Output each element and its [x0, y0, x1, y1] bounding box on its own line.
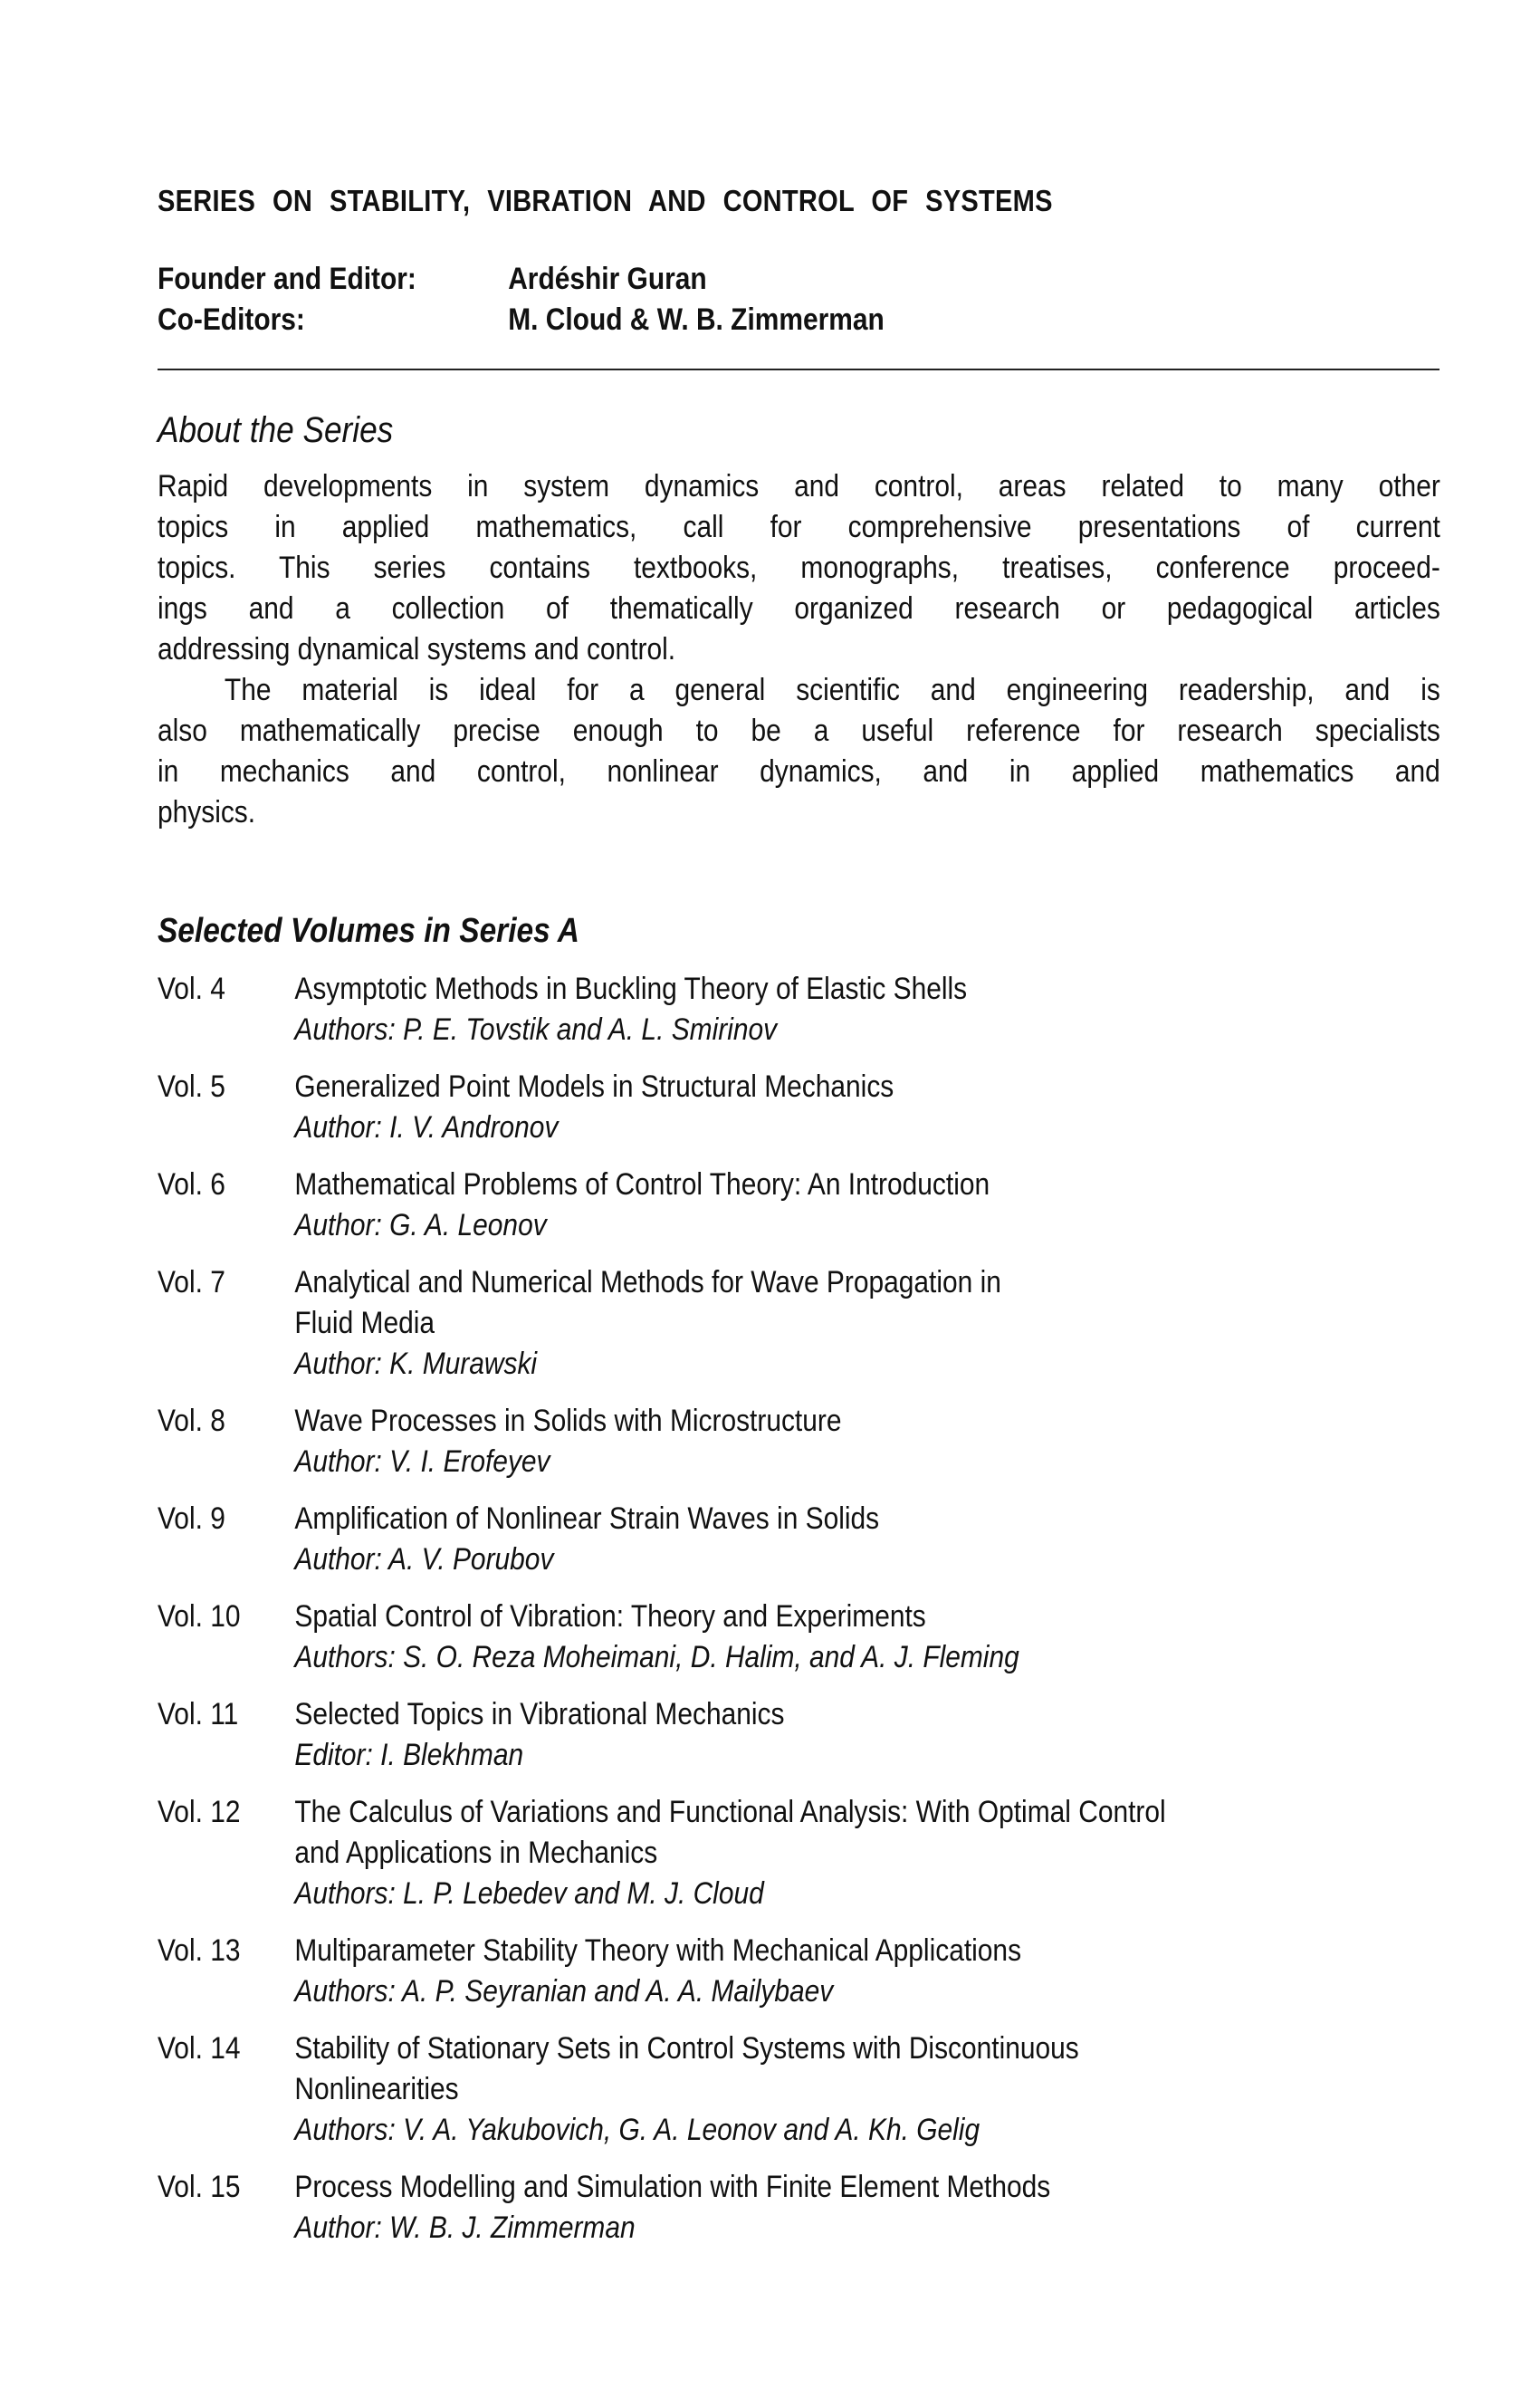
volume-credit: Author: I. V. Andronov [294, 1110, 559, 1145]
volume-entry [158, 1792, 1440, 1914]
volume-details [294, 1165, 1440, 1246]
editors-block [158, 259, 1440, 340]
series-title: SERIES ON STABILITY, VIBRATION AND CONTROL OF SYSTEMS [158, 184, 1053, 217]
volume-title-line: Wave Processes in Solids with Microstructure [294, 1404, 842, 1438]
text-line: The material is ideal for a general scientific and engineering readership, and is [224, 673, 1440, 707]
volume-entry [158, 1165, 1440, 1246]
volume-title-line: The Calculus of Variations and Functional Analysis: With Optimal Control [294, 1795, 1166, 1829]
volume-number: Vol. 6 [158, 1167, 225, 1202]
founder-row [158, 259, 1440, 300]
coeditors-names: M. Cloud & W. B. Zimmerman [508, 302, 885, 337]
volume-number: Vol. 5 [158, 1069, 225, 1104]
volume-details [294, 1262, 1440, 1385]
text-line: topics in applied mathematics, call for comprehensive presentations of current [158, 510, 1440, 544]
text-line: addressing dynamical systems and control. [158, 632, 676, 666]
about-heading: About the Series [158, 410, 394, 450]
volume-entry [158, 1067, 1440, 1148]
volume-entry [158, 2167, 1440, 2249]
volume-credit: Author: W. B. J. Zimmerman [294, 2210, 636, 2245]
volume-credit: Author: K. Murawski [294, 1347, 538, 1381]
volume-details [294, 2028, 1440, 2151]
volume-title-line: Spatial Control of Vibration: Theory and Experiments [294, 1599, 926, 1634]
coeditors-label: Co-Editors: [158, 302, 305, 337]
volume-number: Vol. 4 [158, 972, 225, 1006]
volume-details [294, 1694, 1440, 1776]
volume-credit: Authors: A. P. Seyranian and A. A. Mailybaev [294, 1974, 834, 2009]
volume-number: Vol. 11 [158, 1697, 239, 1731]
volume-title-line: Analytical and Numerical Methods for Wave Propagation in [294, 1265, 1001, 1299]
coeditors-row [158, 300, 1440, 340]
volume-entry [158, 969, 1440, 1050]
volume-details [294, 1067, 1440, 1148]
volume-entry [158, 1499, 1440, 1580]
volume-credit: Authors: L. P. Lebedev and M. J. Cloud [294, 1876, 764, 1911]
volume-credit: Author: G. A. Leonov [294, 1208, 547, 1242]
volume-title-line: Stability of Stationary Sets in Control Systems with Discontinuous [294, 2031, 1079, 2066]
volume-credit: Author: A. V. Porubov [294, 1542, 554, 1577]
volume-credit: Authors: V. A. Yakubovich, G. A. Leonov and A. Kh. Gelig [294, 2113, 980, 2147]
founder-name: Ardéshir Guran [508, 262, 707, 296]
volume-credit: Authors: S. O. Reza Moheimani, D. Halim, and A. J. Fleming [294, 1640, 1019, 1674]
volume-credit: Editor: I. Blekhman [294, 1738, 524, 1772]
volume-details [294, 1931, 1440, 2012]
volume-title-line: Generalized Point Models in Structural Mechanics [294, 1069, 894, 1104]
text-line: topics. This series contains textbooks, monographs, treatises, conference proceed- [158, 551, 1440, 585]
volume-title-line: Fluid Media [294, 1306, 435, 1340]
text-line: also mathematically precise enough to be a useful reference for research specialists [158, 714, 1440, 748]
text-line: ings and a collection of thematically organized research or pedagogical articles [158, 591, 1440, 626]
about-body [158, 466, 1440, 833]
volume-title-line: Amplification of Nonlinear Strain Waves in Solids [294, 1501, 880, 1536]
volume-entry [158, 1262, 1440, 1385]
volume-details [294, 1792, 1440, 1914]
volume-title-line: and Applications in Mechanics [294, 1836, 658, 1870]
volume-entry [158, 1401, 1440, 1482]
volume-title-line: Mathematical Problems of Control Theory: An Introduction [294, 1167, 990, 1202]
volume-details [294, 1597, 1440, 1678]
volume-title-line: Selected Topics in Vibrational Mechanics [294, 1697, 785, 1731]
volume-number: Vol. 12 [158, 1795, 241, 1829]
volume-details [294, 969, 1440, 1050]
divider-rule [158, 369, 1440, 370]
volume-credit: Author: V. I. Erofeyev [294, 1444, 550, 1479]
volume-credit: Authors: P. E. Tovstik and A. L. Smirinov [294, 1012, 778, 1047]
volume-number: Vol. 13 [158, 1933, 241, 1968]
volume-entry [158, 2028, 1440, 2151]
about-paragraph-2 [158, 670, 1440, 833]
text-line: physics. [158, 795, 256, 830]
volume-number: Vol. 14 [158, 2031, 241, 2066]
volumes-list [158, 969, 1440, 2265]
volumes-heading: Selected Volumes in Series A [158, 912, 579, 950]
volume-details [294, 2167, 1440, 2249]
volume-entry [158, 1694, 1440, 1776]
volume-entry [158, 1597, 1440, 1678]
volume-details [294, 1401, 1440, 1482]
about-paragraph-1 [158, 466, 1440, 670]
founder-label: Founder and Editor: [158, 262, 416, 296]
volume-title-line: Asymptotic Methods in Buckling Theory of Elastic Shells [294, 972, 968, 1006]
volume-number: Vol. 8 [158, 1404, 225, 1438]
volume-entry [158, 1931, 1440, 2012]
volume-number: Vol. 10 [158, 1599, 241, 1634]
volume-title-line: Process Modelling and Simulation with Finite Element Methods [294, 2170, 1051, 2204]
volume-title-line: Multiparameter Stability Theory with Mechanical Applications [294, 1933, 1022, 1968]
volume-number: Vol. 7 [158, 1265, 225, 1299]
volume-number: Vol. 15 [158, 2170, 241, 2204]
volume-number: Vol. 9 [158, 1501, 225, 1536]
volume-title-line: Nonlinearities [294, 2072, 459, 2106]
text-line: Rapid developments in system dynamics and control, areas related to many other [158, 469, 1440, 503]
volume-details [294, 1499, 1440, 1580]
text-line: in mechanics and control, nonlinear dynamics, and in applied mathematics and [158, 754, 1440, 789]
